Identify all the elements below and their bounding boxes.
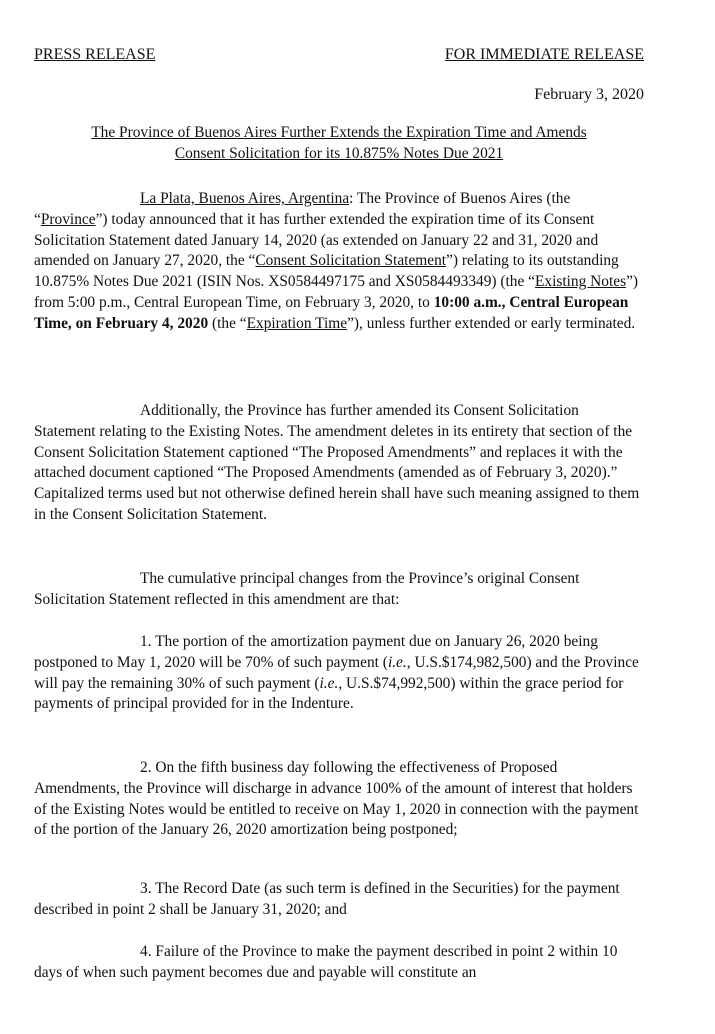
- list-item-3-text: 3. The Record Date (as such term is defined in the Securities) for the payment described in point 2 shall be January 31, 2020; and: [34, 880, 620, 918]
- expiration-time-term: Expiration Time: [246, 314, 348, 332]
- location-text: La Plata, Buenos Aires, Argentina: [140, 190, 350, 207]
- list-item-4-text: 4. Failure of the Province to make the payment described in point 2 within 10 days of when such payment becomes due and payable will constitute an: [34, 943, 618, 981]
- list-item-4: [34, 942, 644, 984]
- province-term: Province: [40, 210, 96, 228]
- paragraph-3: [34, 569, 644, 611]
- p1-segment-3: ”) relating to its outstanding 10.875% Notes Due 2021 (ISIN Nos. XS0584497175 and XS0584493349) (the “: [34, 252, 619, 291]
- paragraph-1-text: [34, 189, 644, 335]
- list-item-1: [34, 632, 644, 715]
- consent-solicitation-term: Consent Solicitation Statement: [255, 252, 447, 270]
- p1-segment-6: ”), unless further extended or early terminated.: [347, 314, 636, 332]
- paragraph-2-text: Additionally, the Province has further amended its Consent Solicitation Statement relating to the Existing Notes. The amendment deletes in its entirety that section of the Consent Solicitation Statement captioned “The Proposed Amendments” and replaces it with the attached document captioned “The Proposed Amendments (amended as of February 3, 2020).” Capitalized terms used but not otherwise defined herein shall have such meaning assigned to them in the Consent Solicitation Statement.: [34, 402, 640, 523]
- immediate-release-label: FOR IMMEDIATE RELEASE: [444, 46, 644, 63]
- paragraph-2: [34, 401, 644, 526]
- p1-segment-1: : The Province of Buenos Aires (the “: [34, 190, 571, 228]
- list-item-2: [34, 758, 644, 841]
- p1-segment-4: ”) from 5:00 p.m., Central European Time, on February 3, 2020, to: [34, 273, 639, 311]
- paragraph-1: [34, 189, 644, 335]
- title-line-2: Consent Solicitation for its 10.875% Notes Due 2021: [174, 144, 504, 162]
- item1-segment-2: , U.S.$174,982,500) and the Province will pay the remaining 30% of such payment (: [34, 653, 639, 692]
- existing-notes-term: Existing Notes: [535, 273, 627, 291]
- p1-segment-5: (the “: [208, 314, 247, 332]
- press-release-label: PRESS RELEASE: [34, 46, 156, 63]
- item1-segment-1: 1. The portion of the amortization payment due on January 26, 2020 being postponed to May 1, 2020 will be 70% of such payment (: [34, 633, 598, 671]
- list-item-1-text: [34, 632, 644, 715]
- item1-ie-1: i.e.: [387, 653, 407, 671]
- list-item-3: [34, 879, 644, 921]
- p1-segment-2: ”) today announced that it has further extended the expiration time of its Consent Solicitation Statement dated January 14, 2020 (as extended on January 22 and 31, 2020 and amended on January 27, 2020, the “: [34, 210, 599, 270]
- header-row: [34, 45, 644, 67]
- release-date: February 3, 2020: [534, 86, 644, 103]
- item1-ie-2: i.e.: [319, 674, 339, 692]
- paragraph-3-text: The cumulative principal changes from the Province’s original Consent Solicitation Statement reflected in this amendment are that:: [34, 570, 580, 608]
- new-expiration-time: 10:00 a.m., Central European Time, on February 4, 2020: [34, 293, 629, 332]
- list-item-2-text: 2. On the fifth business day following the effectiveness of Proposed Amendments, the Province will discharge in advance 100% of the amount of interest that holders of the Existing Notes would be entitled to receive on May 1, 2020 in connection with the payment of the portion of the January 26, 2020 amortization being postponed;: [34, 759, 639, 839]
- item1-segment-3: , U.S.$74,992,500) within the grace period for payments of principal provided for in the Indenture.: [34, 674, 624, 713]
- title-line-1: The Province of Buenos Aires Further Extends the Expiration Time and Amends: [91, 124, 587, 141]
- document-title: [34, 123, 644, 164]
